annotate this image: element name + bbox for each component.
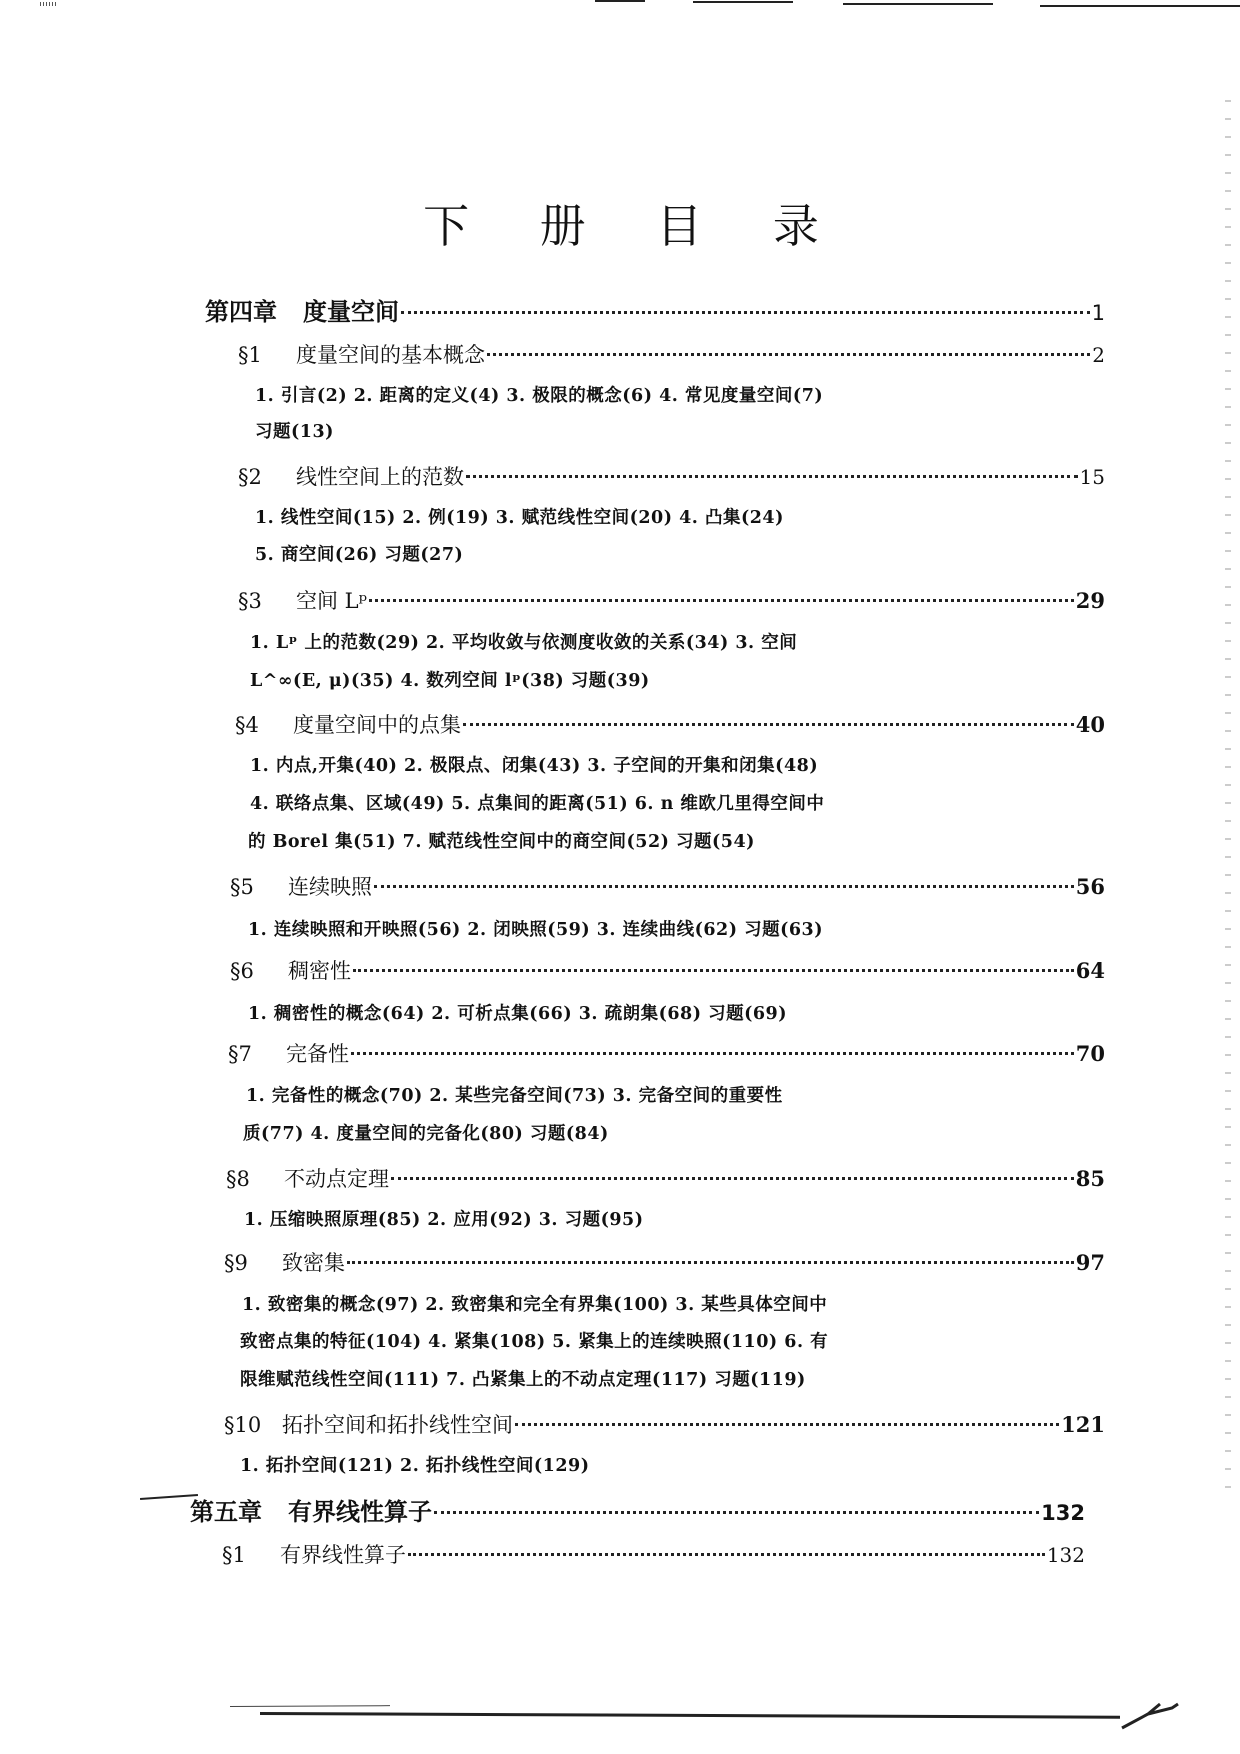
section-title: 致密集 [282, 1251, 345, 1275]
scan-edge-line [595, 0, 645, 2]
dot-leader [463, 702, 1074, 726]
toc-section-3[interactable] [238, 584, 1105, 615]
subsection-line: 1. 拓扑空间(121) 2. 拓扑线性空间(129) [240, 1456, 590, 1476]
section-title: 完备性 [286, 1042, 349, 1066]
section-title: 拓扑空间和拓扑线性空间 [282, 1413, 513, 1437]
scan-artifact-top-left [40, 2, 56, 6]
page-number: 29 [1075, 588, 1105, 613]
subsection-line: 5. 商空间(26) 习题(27) [255, 545, 464, 565]
toc-section-6[interactable] [230, 954, 1105, 985]
section-number: §4 [235, 713, 259, 737]
section-title: 稠密性 [288, 959, 351, 983]
dot-leader [434, 1487, 1039, 1514]
subsection-line: 1. 稠密性的概念(64) 2. 可析点集(66) 3. 疏朗集(68) 习题(69) [248, 1004, 788, 1024]
dot-leader [369, 578, 1074, 602]
dot-leader [401, 287, 1090, 314]
toc-section-7[interactable] [228, 1037, 1105, 1068]
toc-section-5[interactable] [230, 870, 1105, 901]
toc-section-8[interactable] [226, 1162, 1105, 1193]
scan-bottom-line [230, 1705, 390, 1707]
subsection-line: 1. 完备性的概念(70) 2. 某些完备空间(73) 3. 完备空间的重要性 [246, 1086, 783, 1106]
section-number: §8 [226, 1167, 250, 1191]
chapter-title: 度量空间 [303, 298, 399, 326]
section-title: 有界线性算子 [280, 1543, 406, 1567]
subsection-line: 4. 联络点集、区域(49) 5. 点集间的距离(51) 6. n 维欧几里得空间中 [250, 794, 825, 814]
dot-leader [466, 454, 1078, 478]
dot-leader [408, 1532, 1045, 1556]
page-curl-mark [1120, 1700, 1180, 1730]
section-number: §1 [238, 343, 262, 367]
section-number: §2 [238, 465, 262, 489]
section-number: §10 [224, 1413, 262, 1437]
dot-leader [351, 1031, 1074, 1055]
subsection-line: 习题(13) [255, 422, 334, 442]
toc-section-1[interactable] [238, 338, 1105, 369]
page-number: 97 [1075, 1250, 1105, 1275]
scan-edge-line [843, 3, 993, 5]
toc-section-2[interactable] [238, 460, 1105, 491]
page-number: 1 [1091, 301, 1105, 325]
subsection-line: 1. 压缩映照原理(85) 2. 应用(92) 3. 习题(95) [244, 1210, 644, 1230]
subsection-line: 1. 致密集的概念(97) 2. 致密集和完全有界集(100) 3. 某些具体空间中 [242, 1295, 828, 1315]
chapter-number: 第五章 [190, 1498, 262, 1526]
subsection-line: 1. 线性空间(15) 2. 例(19) 3. 赋范线性空间(20) 4. 凸集(24) [255, 508, 784, 528]
section-number: §6 [230, 959, 254, 983]
toc-section-9[interactable] [224, 1246, 1105, 1277]
subsection-line: 1. 连续映照和开映照(56) 2. 闭映照(59) 3. 连续曲线(62) 习题(63) [248, 920, 824, 940]
page-number: 70 [1075, 1041, 1105, 1066]
page-number: 121 [1061, 1412, 1105, 1437]
page-number: 40 [1075, 712, 1105, 737]
page-number: 64 [1075, 958, 1105, 983]
subsection-line: 质(77) 4. 度量空间的完备化(80) 习题(84) [243, 1124, 609, 1144]
page-number: 56 [1075, 874, 1105, 899]
toc-section-4[interactable] [235, 708, 1105, 739]
section-number: §1 [222, 1543, 246, 1567]
section-number: §3 [238, 589, 262, 613]
toc-chapter-4[interactable] [205, 292, 1105, 327]
dot-leader [487, 332, 1090, 356]
section-title: 空间 Lᵖ [296, 589, 368, 613]
section-title: 线性空间上的范数 [296, 465, 464, 489]
page-number: 2 [1092, 343, 1105, 367]
chapter-title: 有界线性算子 [288, 1498, 432, 1526]
page-title: 下 册 目 录 [423, 199, 847, 253]
scan-bottom-line [260, 1712, 1120, 1719]
dot-leader [391, 1156, 1074, 1180]
subsection-line: 1. 引言(2) 2. 距离的定义(4) 3. 极限的概念(6) 4. 常见度量空间(7) [255, 386, 824, 406]
section-number: §9 [224, 1251, 248, 1275]
toc-section-10[interactable] [224, 1408, 1105, 1439]
section-title: 度量空间的基本概念 [296, 343, 485, 367]
subsection-line: 1. 内点,开集(40) 2. 极限点、闭集(43) 3. 子空间的开集和闭集(48) [250, 756, 819, 776]
toc-chapter5-section-1[interactable] [222, 1538, 1085, 1569]
subsection-line: 限维赋范线性空间(111) 7. 凸紧集上的不动点定理(117) 习题(119) [240, 1370, 806, 1390]
chapter-number: 第四章 [205, 298, 277, 326]
section-title: 连续映照 [288, 875, 372, 899]
section-title: 不动点定理 [284, 1167, 389, 1191]
dot-leader [515, 1402, 1059, 1426]
scan-edge-line [693, 1, 793, 3]
dot-leader [374, 864, 1074, 888]
section-title: 度量空间中的点集 [293, 713, 461, 737]
subsection-line: 致密点集的特征(104) 4. 紧集(108) 5. 紧集上的连续映照(110) 6. 有 [240, 1332, 829, 1352]
subsection-line: 1. Lᵖ 上的范数(29) 2. 平均收敛与依测度收敛的关系(34) 3. 空间 [250, 633, 798, 653]
section-number: §7 [228, 1042, 252, 1066]
subsection-line: 的 Borel 集(51) 7. 赋范线性空间中的商空间(52) 习题(54) [248, 832, 755, 852]
page-number: 132 [1041, 1501, 1085, 1525]
dot-leader [353, 948, 1074, 972]
scan-edge-line [1040, 5, 1240, 7]
dot-leader [347, 1240, 1074, 1264]
scan-binding-dots [1225, 100, 1231, 1500]
page-number: 132 [1046, 1543, 1085, 1567]
toc-chapter-5[interactable] [190, 1492, 1085, 1527]
subsection-line: L^∞(E, μ)(35) 4. 数列空间 lᵖ(38) 习题(39) [250, 671, 650, 691]
section-number: §5 [230, 875, 254, 899]
page-number: 85 [1075, 1166, 1105, 1191]
page-number: 15 [1079, 465, 1105, 489]
